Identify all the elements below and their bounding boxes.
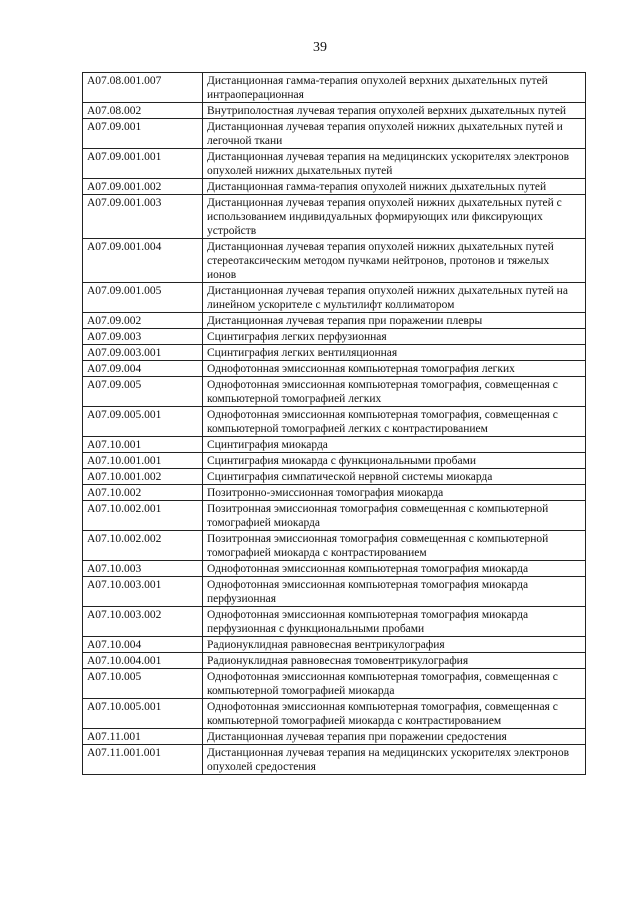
procedure-description: Дистанционная лучевая терапия при поражении плевры [203, 313, 586, 329]
procedure-code: A07.10.002 [83, 485, 203, 501]
procedures-table [82, 72, 586, 775]
procedure-description: Дистанционная гамма-терапия опухолей верхних дыхательных путей интраоперационная [203, 73, 586, 103]
table-row [83, 531, 586, 561]
table-row [83, 653, 586, 669]
procedure-code: A07.09.001.002 [83, 179, 203, 195]
procedure-code: A07.09.001.005 [83, 283, 203, 313]
procedure-description: Однофотонная эмиссионная компьютерная томография, совмещенная с компьютерной томографией легких [203, 377, 586, 407]
table-row [83, 699, 586, 729]
procedure-description: Однофотонная эмиссионная компьютерная томография миокарда перфузионная [203, 577, 586, 607]
procedure-description: Сцинтиграфия легких вентиляционная [203, 345, 586, 361]
table-row [83, 453, 586, 469]
table-row [83, 485, 586, 501]
procedure-description: Сцинтиграфия миокарда [203, 437, 586, 453]
procedure-code: A07.10.004.001 [83, 653, 203, 669]
table-row [83, 437, 586, 453]
table-row [83, 361, 586, 377]
table-row [83, 501, 586, 531]
table-row [83, 119, 586, 149]
table-row [83, 637, 586, 653]
procedure-code: A07.09.003 [83, 329, 203, 345]
procedure-description: Дистанционная гамма-терапия опухолей нижних дыхательных путей [203, 179, 586, 195]
procedure-code: A07.09.005 [83, 377, 203, 407]
table-row [83, 239, 586, 283]
procedure-description: Сцинтиграфия симпатической нервной системы миокарда [203, 469, 586, 485]
procedure-description: Позитронная эмиссионная томография совмещенная с компьютерной томографией миокарда [203, 501, 586, 531]
procedure-code: A07.10.002.001 [83, 501, 203, 531]
procedure-code: A07.10.003 [83, 561, 203, 577]
procedure-description: Однофотонная эмиссионная компьютерная томография легких [203, 361, 586, 377]
procedure-description: Радионуклидная равновесная вентрикулография [203, 637, 586, 653]
procedure-description: Однофотонная эмиссионная компьютерная томография, совмещенная с компьютерной томографией легких с контрастированием [203, 407, 586, 437]
procedure-code: A07.09.001.003 [83, 195, 203, 239]
procedure-code: A07.10.003.002 [83, 607, 203, 637]
procedure-code: A07.09.001.001 [83, 149, 203, 179]
procedure-description: Однофотонная эмиссионная компьютерная томография, совмещенная с компьютерной томографией миокарда с контрастированием [203, 699, 586, 729]
procedures-table-body [83, 73, 586, 775]
table-row [83, 179, 586, 195]
table-row [83, 283, 586, 313]
procedure-description: Дистанционная лучевая терапия опухолей нижних дыхательных путей на линейном ускорителе с мультилифт коллиматором [203, 283, 586, 313]
procedure-description: Позитронно-эмиссионная томография миокарда [203, 485, 586, 501]
procedure-code: A07.09.005.001 [83, 407, 203, 437]
procedure-description: Дистанционная лучевая терапия при поражении средостения [203, 729, 586, 745]
table-row [83, 329, 586, 345]
procedure-description: Позитронная эмиссионная томография совмещенная с компьютерной томографией миокарда с контрастированием [203, 531, 586, 561]
procedure-description: Дистанционная лучевая терапия опухолей нижних дыхательных путей стереотаксическим методом пучками нейтронов, протонов и тяжелых ионов [203, 239, 586, 283]
table-row [83, 745, 586, 775]
table-row [83, 577, 586, 607]
procedure-description: Однофотонная эмиссионная компьютерная томография миокарда [203, 561, 586, 577]
procedure-description: Сцинтиграфия миокарда с функциональными пробами [203, 453, 586, 469]
procedure-code: A07.09.004 [83, 361, 203, 377]
table-row [83, 377, 586, 407]
procedure-description: Дистанционная лучевая терапия опухолей нижних дыхательных путей с использованием индивидуальных формирующих или фиксирующих устройств [203, 195, 586, 239]
procedure-description: Однофотонная эмиссионная компьютерная томография, совмещенная с компьютерной томографией миокарда [203, 669, 586, 699]
procedure-description: Дистанционная лучевая терапия опухолей нижних дыхательных путей и легочной ткани [203, 119, 586, 149]
procedure-code: A07.08.001.007 [83, 73, 203, 103]
procedure-description: Однофотонная эмиссионная компьютерная томография миокарда перфузионная с функциональными пробами [203, 607, 586, 637]
table-row [83, 195, 586, 239]
procedure-code: A07.08.002 [83, 103, 203, 119]
procedure-description: Радионуклидная равновесная томовентрикулография [203, 653, 586, 669]
procedure-code: A07.10.003.001 [83, 577, 203, 607]
procedure-code: A07.10.001 [83, 437, 203, 453]
table-row [83, 561, 586, 577]
procedure-code: A07.11.001 [83, 729, 203, 745]
table-row [83, 73, 586, 103]
table-row [83, 313, 586, 329]
procedure-description: Внутриполостная лучевая терапия опухолей верхних дыхательных путей [203, 103, 586, 119]
procedure-code: A07.09.002 [83, 313, 203, 329]
table-row [83, 149, 586, 179]
procedure-description: Дистанционная лучевая терапия на медицинских ускорителях электронов опухолей средостения [203, 745, 586, 775]
procedure-description: Сцинтиграфия легких перфузионная [203, 329, 586, 345]
table-row [83, 669, 586, 699]
table-row [83, 469, 586, 485]
procedure-code: A07.10.002.002 [83, 531, 203, 561]
table-row [83, 729, 586, 745]
table-row [83, 345, 586, 361]
procedure-code: A07.09.001 [83, 119, 203, 149]
procedure-code: A07.10.004 [83, 637, 203, 653]
procedure-code: A07.09.001.004 [83, 239, 203, 283]
procedure-code: A07.09.003.001 [83, 345, 203, 361]
table-row [83, 607, 586, 637]
page-number: 39 [313, 40, 327, 55]
procedure-code: A07.10.001.002 [83, 469, 203, 485]
procedure-description: Дистанционная лучевая терапия на медицинских ускорителях электронов опухолей нижних дыхательных путей [203, 149, 586, 179]
table-row [83, 407, 586, 437]
procedure-code: A07.11.001.001 [83, 745, 203, 775]
procedure-code: A07.10.005 [83, 669, 203, 699]
table-row [83, 103, 586, 119]
procedure-code: A07.10.005.001 [83, 699, 203, 729]
procedure-code: A07.10.001.001 [83, 453, 203, 469]
